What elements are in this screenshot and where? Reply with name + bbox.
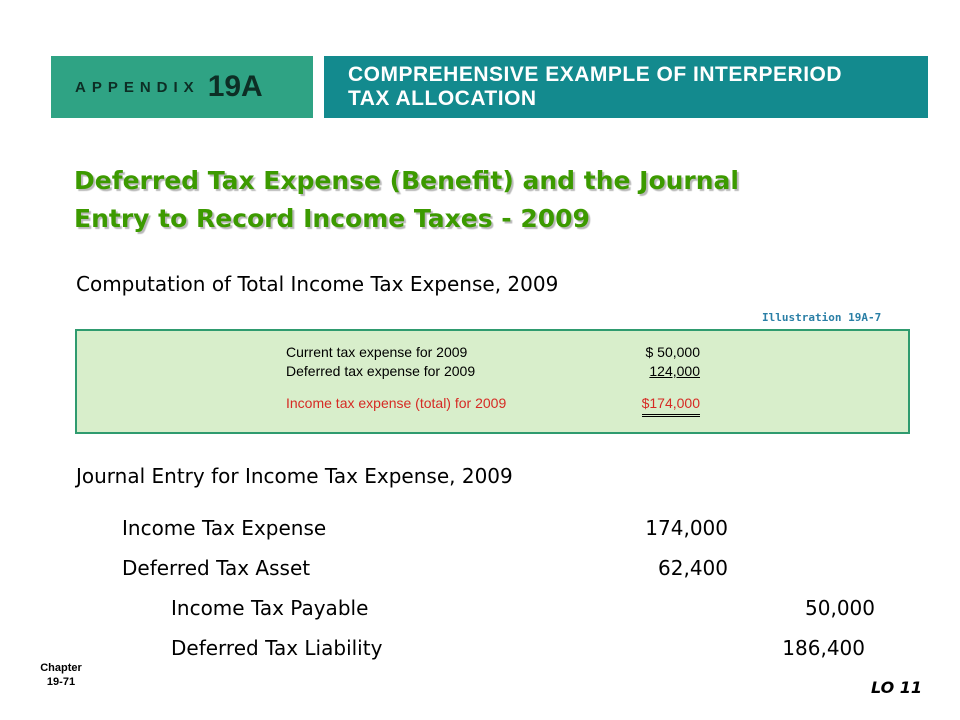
journal-debit-1: 174,000: [645, 516, 728, 540]
computation-box: [75, 329, 910, 434]
total-tax-label: Income tax expense (total) for 2009: [286, 395, 507, 411]
slide-title: [74, 162, 894, 238]
slide-title-line-2: Entry to Record Income Taxes - 2009: [74, 204, 590, 233]
slide-title-line-1: Deferred Tax Expense (Benefit) and the Journal: [74, 166, 739, 195]
current-tax-amount: $ 50,000: [645, 344, 700, 360]
learning-objective: LO 11: [871, 678, 923, 697]
current-tax-label: Current tax expense for 2009: [286, 344, 468, 360]
chapter-word: Chapter: [40, 662, 82, 674]
journal-account-4: Deferred Tax Liability: [171, 636, 383, 660]
banner-line-1: COMPREHENSIVE EXAMPLE OF INTERPERIOD: [348, 63, 843, 86]
journal-account-1: Income Tax Expense: [122, 516, 327, 540]
chapter-number: 19-71: [46, 676, 76, 688]
computation-heading: Computation of Total Income Tax Expense, 2009: [76, 272, 559, 296]
appendix-banner: [51, 56, 313, 118]
total-tax-amount: $174,000: [642, 395, 700, 417]
appendix-number: 19A: [207, 70, 263, 103]
appendix-label: APPENDIX: [75, 78, 200, 96]
journal-credit-3: 50,000: [805, 596, 875, 620]
section-banner: [324, 56, 928, 118]
section-banner-title: [348, 63, 842, 111]
illustration-label: Illustration 19A-7: [762, 311, 882, 324]
journal-heading: Journal Entry for Income Tax Expense, 2009: [76, 464, 513, 488]
journal-account-2: Deferred Tax Asset: [122, 556, 311, 580]
deferred-tax-amount: 124,000: [649, 363, 700, 379]
chapter-label: [28, 661, 94, 689]
journal-credit-4: 186,400: [782, 636, 865, 660]
journal-account-3: Income Tax Payable: [171, 596, 369, 620]
journal-debit-2: 62,400: [658, 556, 728, 580]
deferred-tax-label: Deferred tax expense for 2009: [286, 363, 476, 379]
banner-line-2: TAX ALLOCATION: [348, 87, 537, 110]
